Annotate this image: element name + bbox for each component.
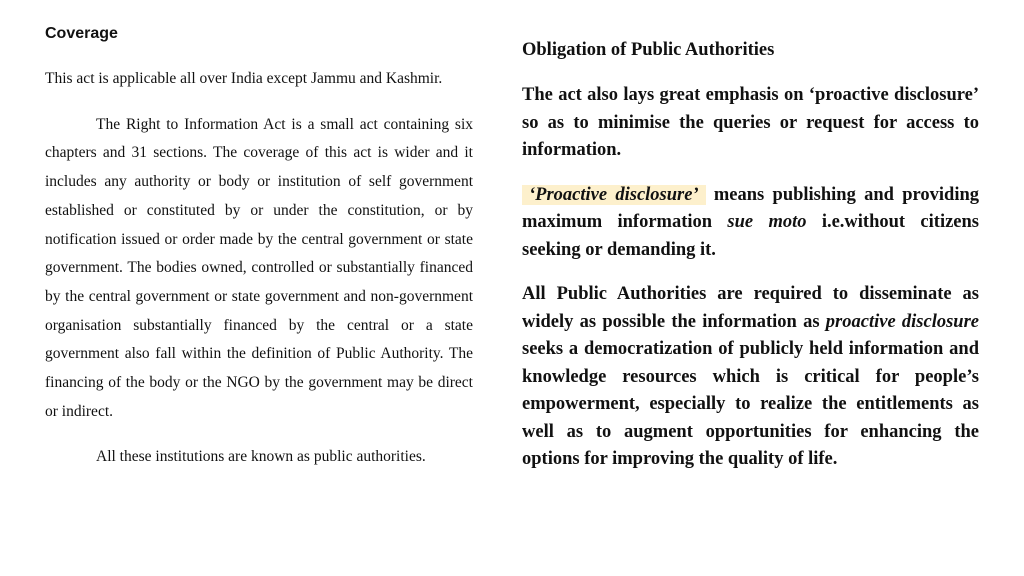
paragraph-3-text-b: seeks a democratization of publicly held information and knowledge resources which is critical for people’s empowerment, especially to realize the entitlements as well as to augment opportunities for enhancing the options for improving the quality of life. [522,339,979,469]
coverage-heading: Coverage [45,25,118,42]
obligation-paragraph-2 [522,182,979,265]
coverage-paragraph-2: The Right to Information Act is a small act containing six chapters and 31 sections. The coverage of this act is wider and it includes any authority or body or institution of self government established or constituted by or under the constitution, or by notification issued or order made by the central government or state government. The bodies owned, controlled or substantially financed by the central government or state government and non-government organisation substantially financed by the central or a state government also fall within the definition of Public Authority. The financing of the body or the NGO by the government may be direct or indirect. [45,115,473,420]
proactive-disclosure-highlight: ‘Proactive disclosure’ [522,185,706,205]
obligation-paragraph-3 [522,281,979,474]
obligation-heading: Obligation of Public Authorities [522,40,775,60]
proactive-disclosure-italic: proactive disclosure [825,311,980,332]
coverage-column [45,24,473,489]
sue-moto-italic: sue moto [727,212,807,232]
coverage-paragraph-3: All these institutions are known as public authorities. [96,448,426,466]
obligation-column [522,37,979,491]
paragraph-3-text-a: All Public Authorities are required to disseminate as widely as possible the information as [522,284,979,332]
coverage-paragraph-1: This act is applicable all over India except Jammu and Kashmir. [45,70,443,87]
paragraph-2-text-b: i.e.without citizens seeking or demanding it. [522,212,979,260]
obligation-paragraph-1: The act also lays great emphasis on ‘proactive disclosure’ so as to minimise the queries or request for access to information. [522,85,979,160]
paragraph-2-text-a: means publishing and providing maximum information [522,184,979,232]
